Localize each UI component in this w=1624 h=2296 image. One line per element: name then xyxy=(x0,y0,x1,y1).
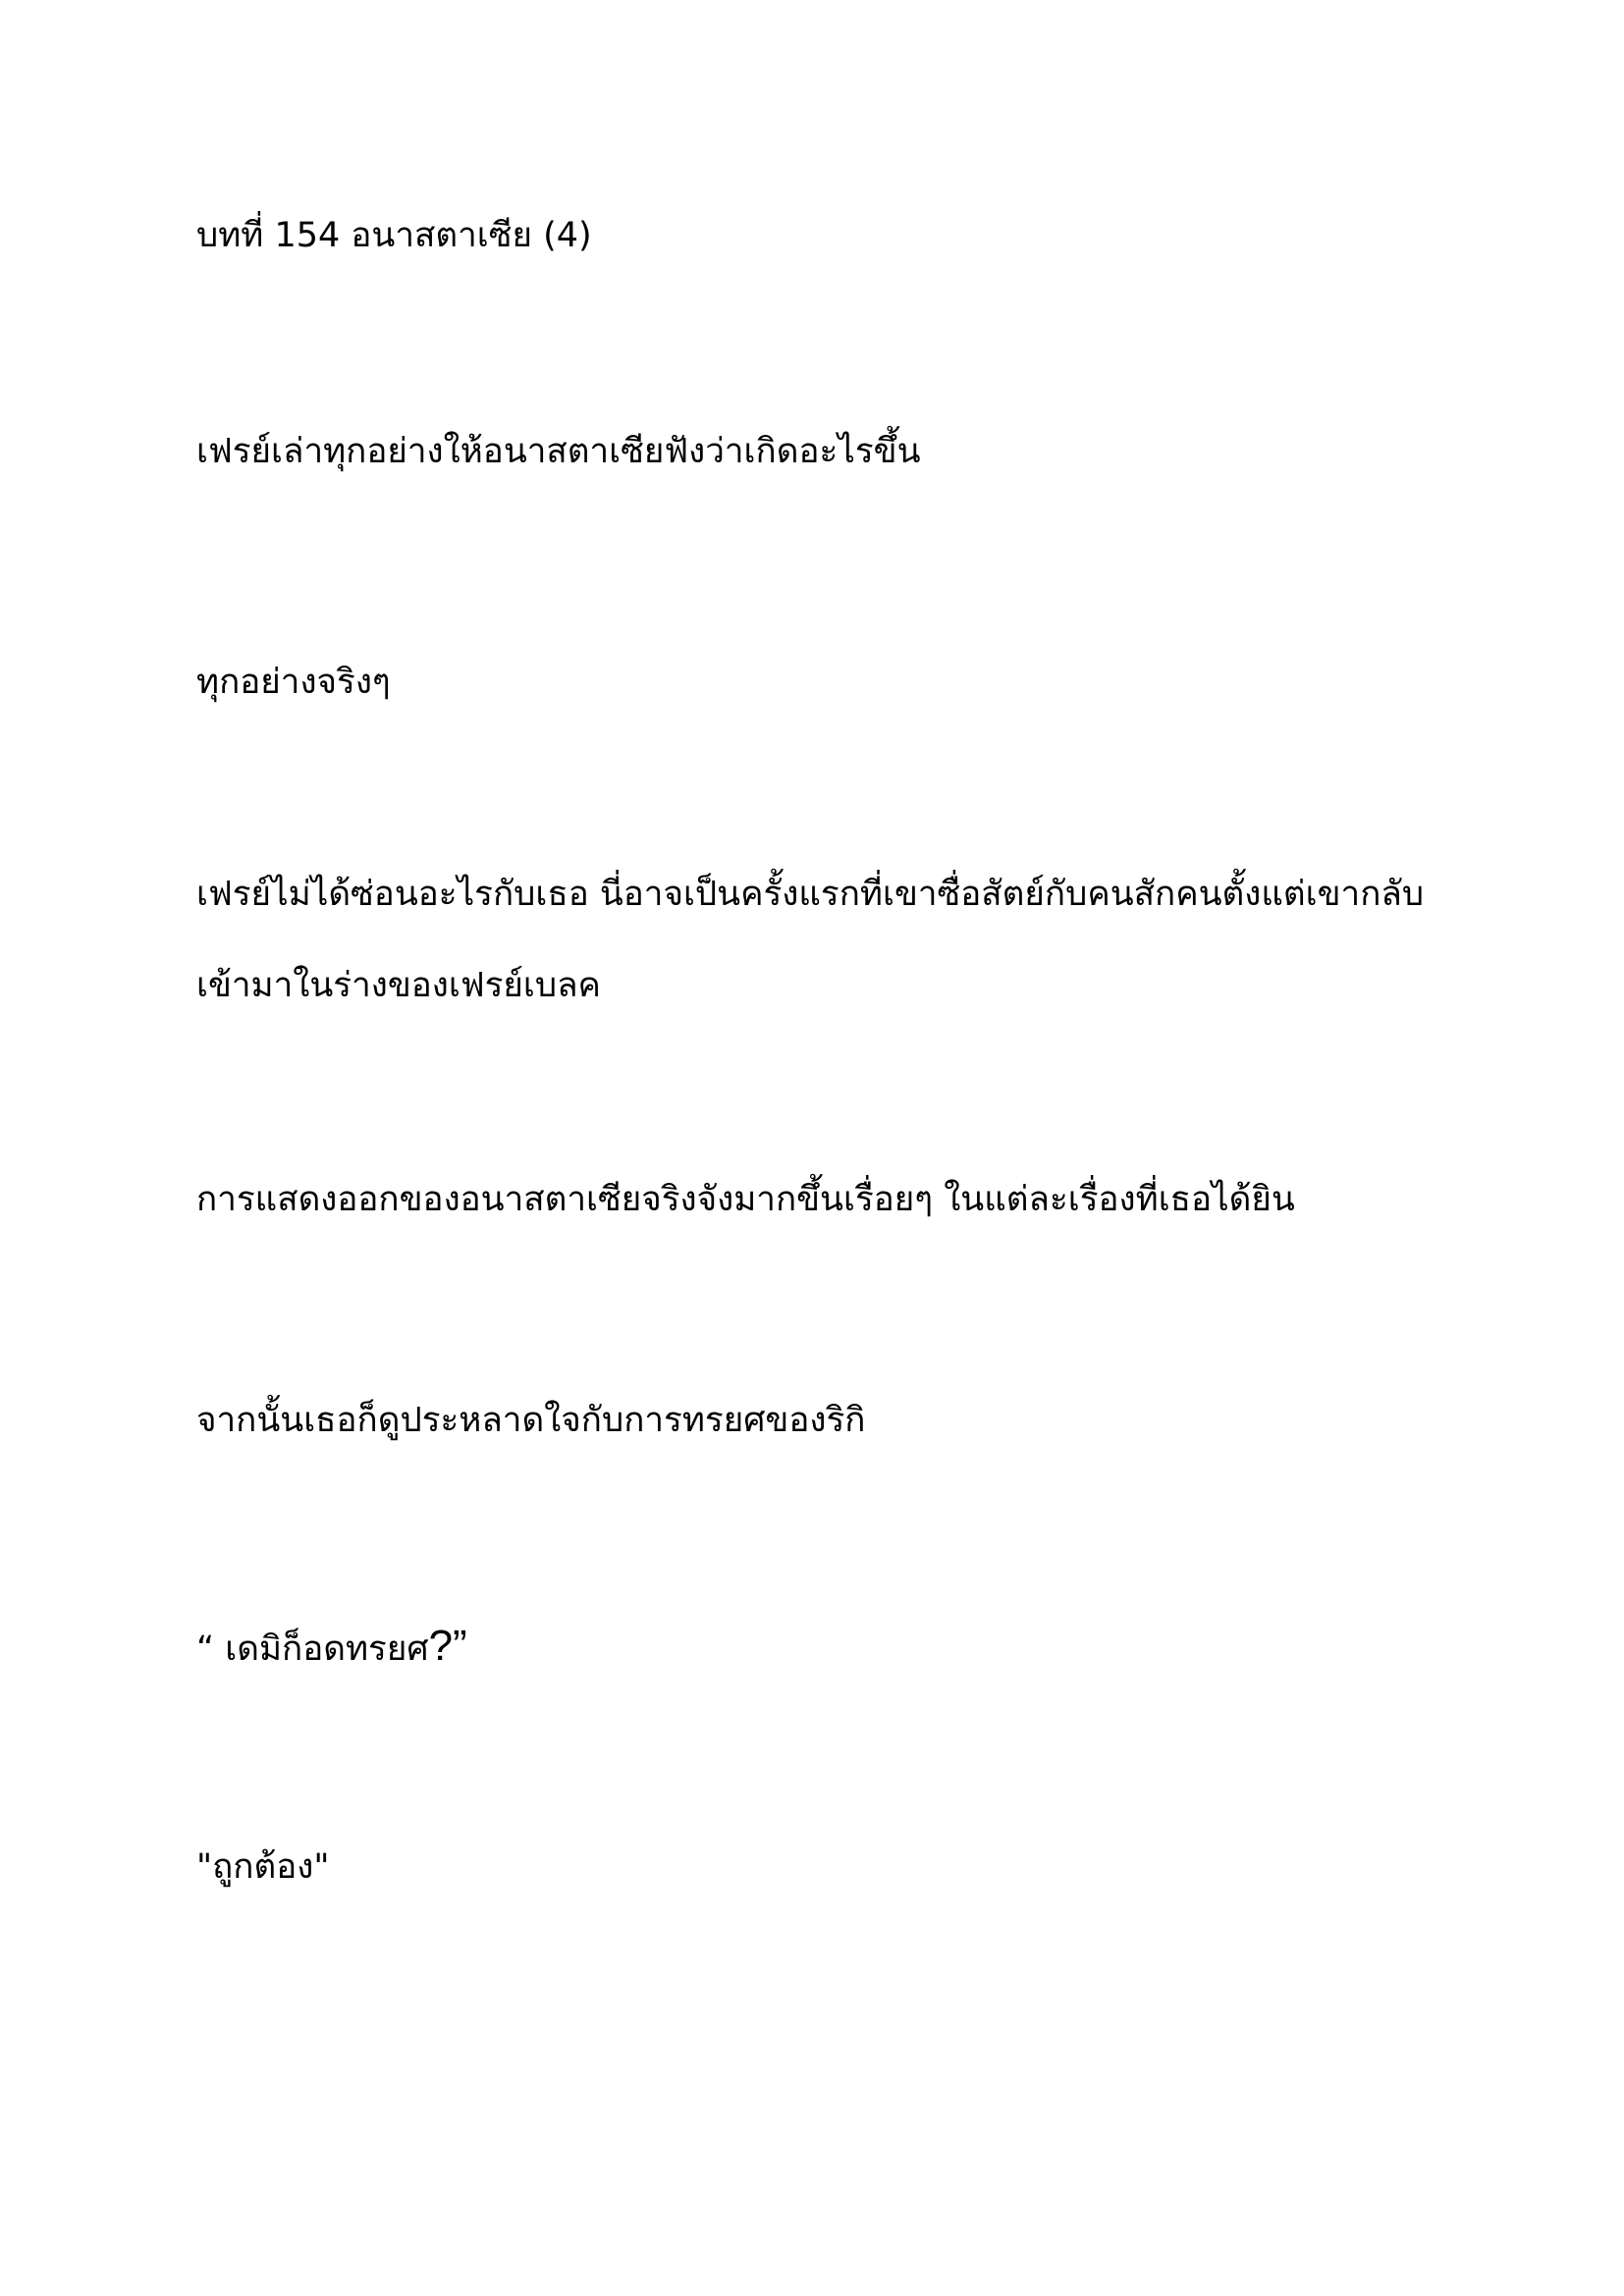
paragraph xyxy=(196,849,1463,1032)
paragraph-line: เข้ามาในร่างของเฟรย์เบลค xyxy=(196,966,601,1005)
paragraph-line: เฟรย์ไม่ได้ซ่อนอะไรกับเธอ นี่อาจเป็นครั้งแรกที่เขาซื่อสัตย์กับคนสักคนตั้งแต่เขากลับ xyxy=(196,875,1425,914)
paragraph: จากนั้นเธอก็ดูประหลาดใจกับการทรยศของริกิ xyxy=(196,1401,866,1440)
dialogue-line: "ถูกต้อง" xyxy=(196,1847,330,1887)
dialogue-text: “ เดมิก็อดทรยศ xyxy=(196,1629,429,1669)
dialogue-line xyxy=(196,1618,1463,1674)
paragraph: ทุกอย่างจริงๆ xyxy=(196,663,391,702)
paragraph: การแสดงออกของอนาสตาเซียจริงจังมากขึ้นเรื่อยๆ ในแต่ละเรื่องที่เธอได้ยิน xyxy=(196,1180,1295,1219)
paragraph: เฟรย์เล่าทุกอย่างให้อนาสตาเซียฟังว่าเกิดอะไรขึ้น xyxy=(196,432,921,471)
chapter-title: บทที่ 154 อนาสตาเซีย (4) xyxy=(196,216,592,255)
dialogue-question-mark: ?” xyxy=(428,1622,467,1670)
